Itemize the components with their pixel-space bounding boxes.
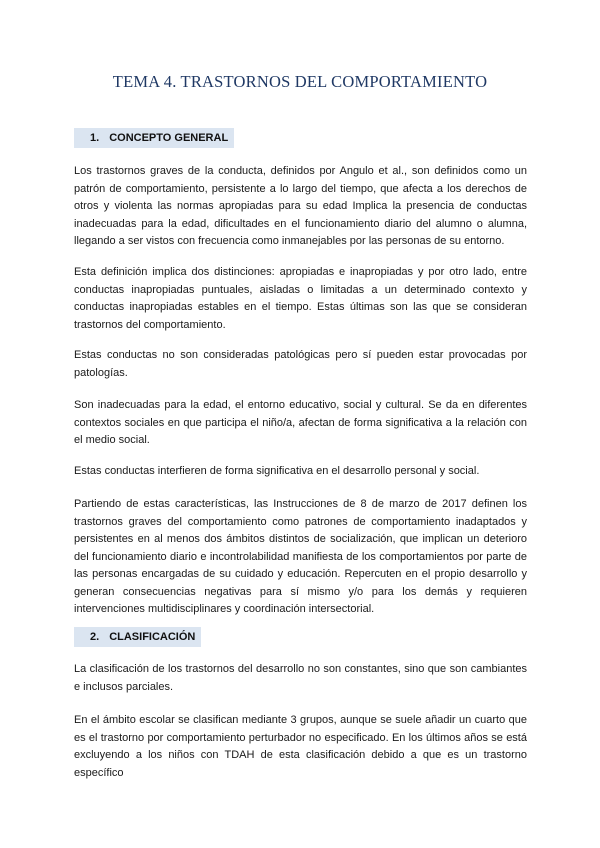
paragraph: Estas conductas no son consideradas patológicas pero sí pueden estar provocadas por patologías.: [74, 349, 527, 379]
section-number: 2.: [90, 631, 100, 643]
section-title: CONCEPTO GENERAL: [109, 132, 229, 144]
paragraph: Partiendo de estas características, las Instrucciones de 8 de marzo de 2017 definen los trastornos graves del comportamiento como patrones de comportamiento inadaptados y persistentes en al menos dos ámbitos distintos de socialización, que implican un deterioro del funcionamiento diario e incontrolabilidad manifiesta de los comportamientos por parte de las personas encargadas de su cuidado y educación. Repercuten en el propio desarrollo y generan consecuencias negativas para sí mismo y/o para los demás y requieren intervenciones multidisciplinares y coordinación intersectorial.: [74, 498, 527, 615]
paragraph: Los trastornos graves de la conducta, definidos por Angulo et al., son definidos como un patrón de comportamiento, persistente a lo largo del tiempo, que afecta a los derechos de otros y violenta las normas apropiadas para su edad Implica la presencia de conductas inadecuadas para la edad, dificultades en el funcionamiento diario del alumno o alumna, llegando a ser vistos con frecuencia como inmanejables por las personas de su entorno.: [74, 165, 527, 247]
section-heading-concepto: [74, 128, 234, 148]
section-title: CLASIFICACIÓN: [109, 631, 196, 643]
document-title: TEMA 4. TRASTORNOS DEL COMPORTAMIENTO: [112, 72, 488, 91]
paragraph: Estas conductas interfieren de forma significativa en el desarrollo personal y social.: [74, 465, 480, 477]
paragraph: Esta definición implica dos distinciones: apropiadas e inapropiadas y por otro lado, entre conductas inapropiadas puntuales, aisladas o limitadas a un determinado contexto y conductas inapropiadas estables en el tiempo. Estas últimas son las que se consideran trastornos del comportamiento.: [74, 266, 527, 331]
section-number: 1.: [90, 132, 100, 144]
section-heading-clasificacion: [74, 627, 201, 647]
paragraph: En el ámbito escolar se clasifican mediante 3 grupos, aunque se suele añadir un cuarto que es el trastorno por comportamiento perturbador no especificado. En los últimos años se está excluyendo a los niños con TDAH de esta clasificación debido a que es un trastorno específico: [74, 714, 527, 779]
paragraph: Son inadecuadas para la edad, el entorno educativo, social y cultural. Se da en diferentes contextos sociales en que participa el niño/a, afectan de forma significativa a la relación con el medio social.: [74, 399, 527, 446]
paragraph: La clasificación de los trastornos del desarrollo no son constantes, sino que son cambiantes e inclusos parciales.: [74, 663, 527, 693]
